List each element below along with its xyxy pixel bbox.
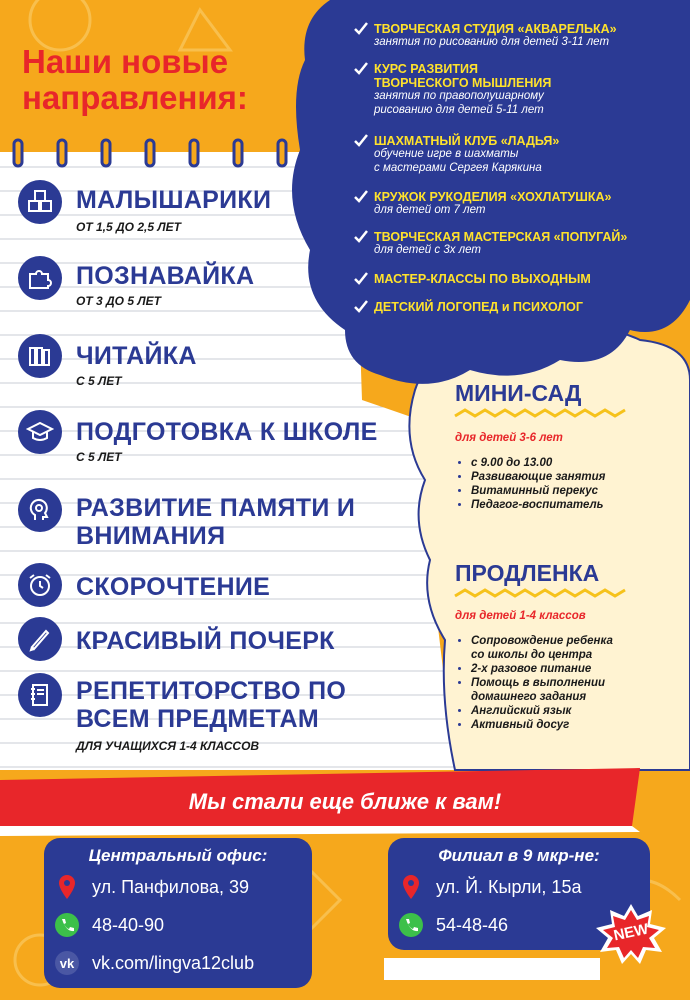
prodlenka-title: ПРОДЛЕНКА: [455, 560, 600, 586]
course-age: ОТ 3 ДО 5 ЛЕТ: [76, 294, 161, 308]
course-age: ОТ 1,5 ДО 2,5 ЛЕТ: [76, 220, 181, 234]
phone-row[interactable]: [54, 912, 164, 938]
phone-text: 48-40-90: [92, 914, 165, 935]
prodlenka-subtitle: для детей 1-4 классов: [455, 610, 586, 622]
list-item: • Витаминный перекус: [471, 484, 690, 498]
course-age: ДЛЯ УЧАЩИХСЯ 1-4 КЛАССОВ: [76, 739, 260, 753]
course-title-line-2: ВСЕМ ПРЕДМЕТАМ: [76, 705, 320, 733]
direction-desc: для детей от 7 лет: [374, 204, 486, 216]
direction-item: [354, 190, 664, 218]
list-item: • 2-х разовое питание: [471, 662, 690, 676]
course-title-line-2: ВНИМАНИЯ: [76, 522, 226, 550]
direction-title: ШАХМАТНЫЙ КЛУБ «ЛАДЬЯ»: [374, 134, 560, 148]
mini-sad-title: МИНИ-САД: [455, 380, 582, 406]
list-item: домашнего задания: [471, 691, 587, 703]
check-icon: [354, 62, 368, 76]
direction-item: [354, 230, 664, 258]
head-gears-icon: [18, 488, 62, 532]
address-text: ул. Панфилова, 39: [92, 876, 249, 897]
list-item: • Английский язык: [471, 704, 690, 718]
list-item: • Сопровождение ребенка: [471, 634, 690, 648]
course-title: КРАСИВЫЙ ПОЧЕРК: [76, 627, 335, 655]
list-item: • Помощь в выполнении: [471, 676, 690, 690]
central-office-card: [44, 838, 312, 988]
notebook-icon: [18, 673, 62, 717]
list-item: • Педагог-воспитатель: [471, 498, 690, 512]
mini-sad-subtitle: для детей 3-6 лет: [455, 432, 563, 444]
address-text: ул. Й. Кырли, 15а: [436, 876, 582, 897]
prodlenka-list: [455, 634, 690, 732]
list-item: • Развивающие занятия: [471, 470, 690, 484]
vk-icon: [54, 950, 80, 976]
alarm-clock-icon: [18, 563, 62, 607]
course-age: С 5 ЛЕТ: [76, 450, 122, 464]
direction-item: [354, 272, 664, 286]
course-title-line-1: РАЗВИТИЕ ПАМЯТИ И: [76, 494, 356, 522]
direction-desc: занятия по правополушарному: [374, 90, 544, 102]
course-title-line-1: РЕПЕТИТОРСТВО ПО: [76, 677, 347, 705]
direction-title: МАСТЕР-КЛАССЫ ПО ВЫХОДНЫМ: [374, 272, 591, 286]
direction-item: [354, 22, 664, 50]
phone-text: 54-48-46: [436, 914, 509, 935]
check-icon: [354, 134, 368, 148]
new-badge: [596, 904, 666, 964]
check-icon: [354, 22, 368, 36]
direction-item: [354, 62, 664, 117]
direction-item: [354, 300, 664, 314]
redacted-bar: [384, 958, 600, 980]
direction-title: ТВОРЧЕСКАЯ МАСТЕРСКАЯ «ПОПУГАЙ»: [374, 230, 628, 244]
direction-desc: обучение игре в шахматы: [374, 148, 519, 160]
direction-title: КУРС РАЗВИТИЯ: [374, 62, 478, 76]
direction-title: ДЕТСКИЙ ЛОГОПЕД и ПСИХОЛОГ: [374, 300, 583, 314]
direction-item: [354, 134, 664, 175]
direction-desc-2: рисованию для детей 5-11 лет: [374, 103, 544, 116]
list-item: • Активный досуг: [471, 718, 690, 732]
course-title: ЧИТАЙКА: [76, 342, 197, 370]
abc-blocks-icon: [18, 180, 62, 224]
phone-row[interactable]: [398, 912, 508, 938]
list-item: со школы до центра: [471, 649, 593, 661]
location-pin-icon: [54, 874, 80, 900]
svg-text:vk: vk: [59, 956, 75, 971]
direction-desc: для детей с 3х лет: [374, 244, 481, 256]
direction-title-2: ТВОРЧЕСКОГО МЫШЛЕНИЯ: [374, 76, 552, 90]
graduation-cap-icon: [18, 410, 62, 454]
mini-sad-list: [455, 456, 690, 512]
direction-title: ТВОРЧЕСКАЯ СТУДИЯ «АКВАРЕЛЬКА»: [374, 22, 617, 36]
location-pin-icon: [398, 874, 424, 900]
course-title: СКОРОЧТЕНИЕ: [76, 573, 271, 601]
course-title: ПОЗНАВАЙКА: [76, 262, 255, 290]
check-icon: [354, 230, 368, 244]
direction-desc: занятия по рисованию для детей 3-11 лет: [374, 36, 610, 48]
banner-text: Мы стали еще ближе к вам!: [188, 789, 502, 814]
office-title: Центральный офис:: [88, 846, 268, 865]
direction-title: КРУЖОК РУКОДЕЛИЯ «ХОХЛАТУШКА»: [374, 190, 612, 204]
vk-link: vk.com/lingva12club: [92, 952, 255, 973]
title-line-1: Наши новые: [22, 43, 229, 80]
course-title: МАЛЫШАРИКИ: [76, 186, 272, 214]
phone-icon: [54, 912, 80, 938]
course-age: С 5 ЛЕТ: [76, 374, 122, 388]
course-title: ПОДГОТОВКА К ШКОЛЕ: [76, 418, 378, 446]
title-line-2: направления:: [22, 79, 248, 116]
office-title: Филиал в 9 мкр-не:: [438, 846, 600, 865]
new-badge-text: NEW: [612, 920, 650, 945]
pen-icon: [18, 617, 62, 661]
books-icon: [18, 334, 62, 378]
address-row: [54, 874, 249, 900]
page-title: [22, 44, 282, 116]
vk-row[interactable]: [54, 950, 254, 976]
check-icon: [354, 300, 368, 314]
check-icon: [354, 272, 368, 286]
puzzle-icon: [18, 256, 62, 300]
direction-desc-2: с мастерами Сергея Карякина: [374, 161, 542, 174]
check-icon: [354, 190, 368, 204]
address-row: [398, 874, 581, 900]
list-item: • с 9.00 до 13.00: [471, 456, 690, 470]
phone-icon: [398, 912, 424, 938]
